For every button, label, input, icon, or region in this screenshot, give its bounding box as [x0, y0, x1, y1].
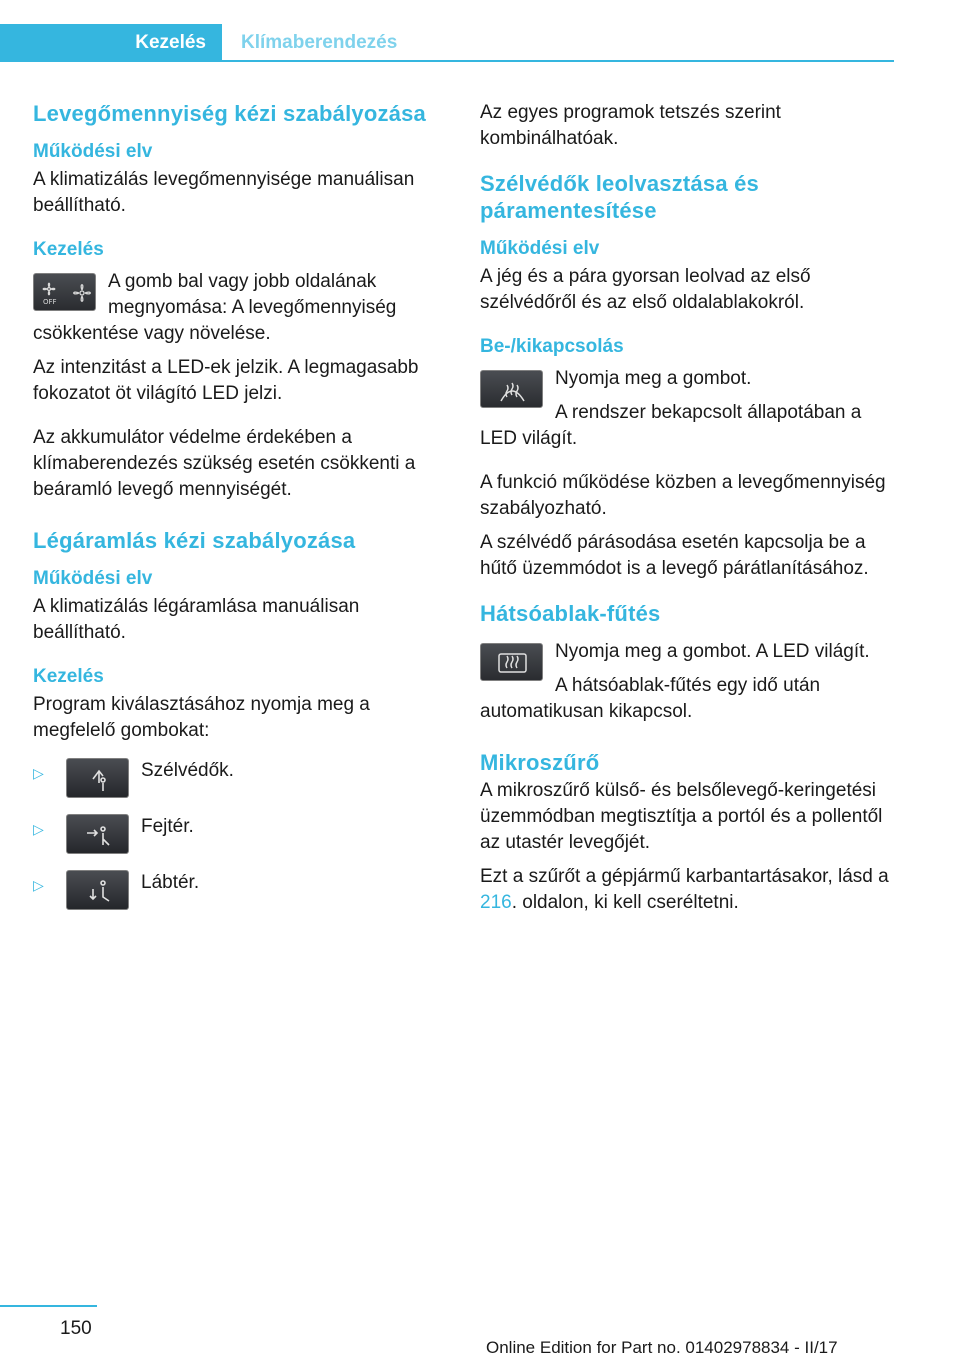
windshield-defrost-button-icon [480, 370, 543, 408]
paragraph: A jég és a pára gyorsan leolvad az első szélvédőről és az első oldalablakokról. [480, 266, 811, 313]
tab-kezeles[interactable]: Kezelés [0, 24, 222, 62]
section-title-szelvedok: Szélvédők leolvasztása és páramentesítése [480, 171, 759, 223]
subheading-mukodesi-elv: Működési elv [33, 568, 153, 589]
header-rule [222, 60, 894, 62]
section-title-mikroszuro: Mikroszűrő [480, 750, 600, 775]
tab-klimaberendezes[interactable]: Klímaberendezés [241, 32, 398, 53]
paragraph: A klimatizálás levegőmennyisége manuálisan beállítható. [33, 169, 415, 216]
list-item [33, 870, 449, 916]
paragraph: A funkció működése közben a levegőmennyiség szabályozható. [480, 472, 886, 519]
paragraph: Nyomja meg a gombot. A LED világít. [555, 641, 870, 662]
footer-rule [0, 1305, 97, 1307]
subheading-mukodesi-elv: Működési elv [33, 141, 153, 162]
list-item-label: Szélvédők. [141, 760, 234, 781]
page-reference-link[interactable]: 216 [480, 892, 512, 913]
subheading-kezeles: Kezelés [33, 666, 104, 687]
paragraph: Program kiválasztásához nyomja meg a megfelelő gombokat: [33, 694, 370, 741]
paragraph: A gomb bal vagy jobb oldalának megnyomása: A levegőmennyiség csökkentése vagy növelése. [33, 271, 397, 344]
triangle-bullet-icon: ▷ [33, 821, 44, 837]
paragraph: A rendszer bekapcsolt állapotában a LED világít. [480, 402, 862, 449]
paragraph: A hátsóablak-fűtés egy idő után automatikusan kikapcsol. [480, 675, 821, 722]
paragraph: Ezt a szűrőt a gépjármű karbantartásakor, lásd a 216. oldalon, ki kell cseréltetni. [480, 866, 889, 913]
triangle-bullet-icon: ▷ [33, 877, 44, 893]
section-title-hatsoablak: Hátsóablak-fűtés [480, 601, 661, 626]
list-item [33, 758, 449, 804]
left-column [33, 100, 449, 926]
paragraph: A mikroszűrő külső- és belsőlevegő-keringetési üzemmódban megtisztítja a portól és a pollentől az utastér levegőjét. [480, 780, 883, 853]
paragraph: Az intenzitást a LED-ek jelzik. A legmagasabb fokozatot öt világító LED jelzi. [33, 357, 419, 404]
right-column [480, 100, 896, 924]
paragraph: A szélvédő párásodása esetén kapcsolja be a hűtő üzemmódot is a levegő párátlanításához. [480, 532, 869, 579]
paragraph: Az akkumulátor védelme érdekében a klímaberendezés szükség esetén csökkenti a beáramló levegő mennyiségét. [33, 427, 416, 500]
paragraph: Az egyes programok tetszés szerint kombinálhatóak. [480, 102, 781, 149]
paragraph: A klimatizálás légáramlása manuálisan beállítható. [33, 596, 360, 643]
windshield-airflow-icon [66, 758, 129, 798]
page-header [0, 0, 960, 62]
list-item-label: Lábtér. [141, 872, 200, 893]
paragraph: Nyomja meg a gombot. [555, 368, 752, 389]
subheading-kezeles: Kezelés [33, 239, 104, 260]
edition-note: Online Edition for Part no. 01402978834 - II/17 [486, 1338, 838, 1357]
section-title-legaramlas: Légáramlás kézi szabályozása [33, 528, 356, 553]
triangle-bullet-icon: ▷ [33, 765, 44, 781]
subheading-be-kikapcsolas: Be-/kikapcsolás [480, 336, 624, 357]
foot-airflow-icon [66, 870, 129, 910]
section-title-levegomennyiseg: Levegőmennyiség kézi szabályozása [33, 101, 426, 126]
head-airflow-icon [66, 814, 129, 854]
rear-window-heating-button-icon [480, 643, 543, 681]
page-number: 150 [60, 1318, 92, 1339]
off-label: OFF [43, 298, 57, 306]
subheading-mukodesi-elv: Működési elv [480, 238, 600, 259]
list-item [33, 814, 449, 860]
list-item-label: Fejtér. [141, 816, 194, 837]
fan-speed-button-icon [33, 273, 96, 311]
